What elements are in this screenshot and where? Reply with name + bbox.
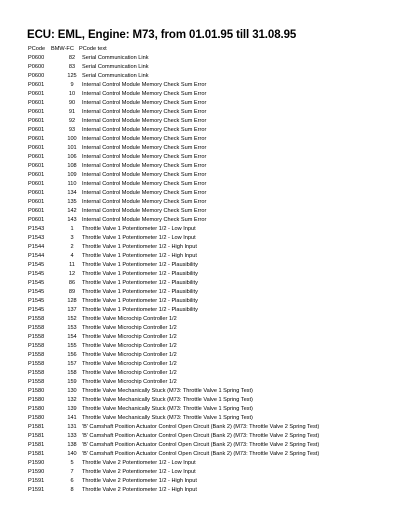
pcode-text-cell: Internal Control Module Memory Check Sum Error [82, 172, 207, 179]
bmw-fc-cell: 139 [67, 406, 77, 413]
pcode-cell: P1581 [28, 433, 45, 440]
bmw-fc-cell: 153 [67, 325, 77, 332]
pcode-cell: P1543 [28, 226, 45, 233]
bmw-fc-cell: 141 [67, 415, 77, 422]
pcode-cell: P0601 [28, 100, 45, 107]
pcode-cell: P1590 [28, 469, 45, 476]
pcode-text-cell: Throttle Valve 1 Potentiometer 1/2 - Plausibility [82, 271, 198, 278]
pcode-text-cell: 'B' Camshaft Position Actuator Control Open Circuit (Bank 2) (M73: Throttle Valve 2 Spring Test) [82, 442, 320, 449]
bmw-fc-cell: 134 [67, 190, 77, 197]
pcode-cell: P1558 [28, 352, 45, 359]
pcode-cell: P0601 [28, 91, 45, 98]
pcode-text-cell: Internal Control Module Memory Check Sum Error [82, 109, 207, 116]
pcode-cell: P0601 [28, 154, 45, 161]
pcode-text-cell: 'B' Camshaft Position Actuator Control Open Circuit (Bank 2) (M73: Throttle Valve 2 Spring Test) [82, 424, 320, 431]
pcode-cell: P0601 [28, 181, 45, 188]
bmw-fc-cell: 9 [70, 82, 74, 89]
bmw-fc-cell: 158 [67, 370, 77, 377]
bmw-fc-cell: 138 [67, 442, 77, 449]
pcode-text-cell: Throttle Valve Microchip Controller 1/2 [82, 361, 177, 368]
pcode-cell: P0601 [28, 136, 45, 143]
bmw-fc-cell: 10 [68, 91, 76, 98]
pcode-text-cell: Throttle Valve Mechanically Stuck (M73: Throttle Valve 1 Spring Test) [82, 406, 253, 413]
pcode-text-cell: Internal Control Module Memory Check Sum Error [82, 91, 207, 98]
pcode-cell: P0600 [28, 64, 45, 71]
pcode-text-cell: Internal Control Module Memory Check Sum Error [82, 127, 207, 134]
bmw-fc-cell: 157 [67, 361, 77, 368]
pcode-cell: P1558 [28, 325, 45, 332]
pcode-text-cell: Serial Communication Link [82, 64, 149, 71]
bmw-fc-cell: 159 [67, 379, 77, 386]
pcode-cell: P1581 [28, 424, 45, 431]
column-header-pcode-text: PCode text [79, 46, 107, 52]
pcode-cell: P1545 [28, 262, 45, 269]
pcode-text-cell: 'B' Camshaft Position Actuator Control Open Circuit (Bank 2) (M73: Throttle Valve 2 Spring Test) [82, 451, 320, 458]
bmw-fc-cell: 155 [67, 343, 77, 350]
pcode-cell: P1543 [28, 235, 45, 242]
pcode-text-cell: Serial Communication Link [82, 55, 149, 62]
pcode-text-cell: Throttle Valve 1 Potentiometer 1/2 - Low Input [82, 226, 196, 233]
pcode-text-cell: Throttle Valve Microchip Controller 1/2 [82, 334, 177, 341]
pcode-cell: P0601 [28, 127, 45, 134]
pcode-text-cell: Internal Control Module Memory Check Sum Error [82, 136, 207, 143]
bmw-fc-cell: 125 [67, 73, 77, 80]
bmw-fc-cell: 93 [68, 127, 76, 134]
pcode-text-cell: Throttle Valve Microchip Controller 1/2 [82, 370, 177, 377]
pcode-text-cell: Internal Control Module Memory Check Sum Error [82, 100, 207, 107]
pcode-cell: P0601 [28, 145, 45, 152]
pcode-cell: P1558 [28, 361, 45, 368]
bmw-fc-cell: 133 [67, 433, 77, 440]
pcode-text-cell: Throttle Valve Microchip Controller 1/2 [82, 325, 177, 332]
pcode-text-cell: Internal Control Module Memory Check Sum Error [82, 181, 207, 188]
pcode-text-cell: Throttle Valve 2 Potentiometer 1/2 - Low Input [82, 460, 196, 467]
pcode-cell: P0601 [28, 190, 45, 197]
bmw-fc-cell: 154 [67, 334, 77, 341]
pcode-cell: P1590 [28, 460, 45, 467]
pcode-text-cell: Throttle Valve 1 Potentiometer 1/2 - Low Input [82, 235, 196, 242]
bmw-fc-cell: 106 [67, 154, 77, 161]
bmw-fc-cell: 5 [70, 460, 74, 467]
pcode-text-cell: Throttle Valve 2 Potentiometer 1/2 - High Input [82, 487, 197, 494]
pcode-text-cell: Throttle Valve Microchip Controller 1/2 [82, 352, 177, 359]
pcode-text-cell: Internal Control Module Memory Check Sum Error [82, 199, 207, 206]
bmw-fc-cell: 1 [70, 226, 74, 233]
pcode-cell: P1558 [28, 316, 45, 323]
bmw-fc-cell: 152 [67, 316, 77, 323]
bmw-fc-cell: 8 [70, 487, 74, 494]
bmw-fc-cell: 91 [68, 109, 76, 116]
bmw-fc-cell: 156 [67, 352, 77, 359]
pcode-cell: P0601 [28, 208, 45, 215]
pcode-text-cell: Serial Communication Link [82, 73, 149, 80]
pcode-cell: P1580 [28, 388, 45, 395]
pcode-text-cell: Internal Control Module Memory Check Sum Error [82, 208, 207, 215]
pcode-cell: P0601 [28, 217, 45, 224]
bmw-fc-cell: 140 [67, 451, 77, 458]
pcode-text-cell: Throttle Valve 1 Potentiometer 1/2 - High Input [82, 244, 197, 251]
pcode-cell: P1558 [28, 343, 45, 350]
pcode-text-cell: Throttle Valve 1 Potentiometer 1/2 - High Input [82, 253, 197, 260]
bmw-fc-cell: 2 [70, 244, 74, 251]
pcode-text-cell: Internal Control Module Memory Check Sum Error [82, 118, 207, 125]
pcode-cell: P0601 [28, 109, 45, 116]
pcode-text-cell: 'B' Camshaft Position Actuator Control Open Circuit (Bank 2) (M73: Throttle Valve 2 Spring Test) [82, 433, 320, 440]
bmw-fc-cell: 143 [67, 217, 77, 224]
pcode-text-cell: Throttle Valve 2 Potentiometer 1/2 - High Input [82, 478, 197, 485]
bmw-fc-cell: 101 [67, 145, 77, 152]
bmw-fc-cell: 86 [68, 280, 76, 287]
bmw-fc-cell: 135 [67, 199, 77, 206]
pcode-cell: P1544 [28, 244, 45, 251]
pcode-text-cell: Throttle Valve Microchip Controller 1/2 [82, 343, 177, 350]
pcode-text-cell: Internal Control Module Memory Check Sum Error [82, 154, 207, 161]
bmw-fc-cell: 92 [68, 118, 76, 125]
bmw-fc-cell: 137 [67, 307, 77, 314]
bmw-fc-cell: 90 [68, 100, 76, 107]
column-header-bmw-fc: BMW-FC [51, 46, 74, 52]
pcode-text-cell: Throttle Valve 1 Potentiometer 1/2 - Plausibility [82, 262, 198, 269]
pcode-text-cell: Throttle Valve Mechanically Stuck (M73: Throttle Valve 1 Spring Test) [82, 415, 253, 422]
document-title: ECU: EML, Engine: M73, from 01.01.95 till 31.08.95 [27, 29, 297, 41]
pcode-cell: P1581 [28, 442, 45, 449]
bmw-fc-cell: 3 [70, 235, 74, 242]
pcode-text-cell: Throttle Valve Mechanically Stuck (M73: Throttle Valve 1 Spring Test) [82, 388, 253, 395]
pcode-cell: P1580 [28, 397, 45, 404]
pcode-cell: P0601 [28, 172, 45, 179]
pcode-cell: P1580 [28, 406, 45, 413]
pcode-cell: P1558 [28, 370, 45, 377]
pcode-text-cell: Internal Control Module Memory Check Sum Error [82, 145, 207, 152]
pcode-text-cell: Internal Control Module Memory Check Sum Error [82, 163, 207, 170]
pcode-text-cell: Internal Control Module Memory Check Sum Error [82, 190, 207, 197]
bmw-fc-cell: 7 [70, 469, 74, 476]
pcode-cell: P1545 [28, 307, 45, 314]
pcode-cell: P1545 [28, 271, 45, 278]
pcode-cell: P1545 [28, 289, 45, 296]
pcode-cell: P1558 [28, 379, 45, 386]
pcode-cell: P1558 [28, 334, 45, 341]
bmw-fc-cell: 4 [70, 253, 74, 260]
pcode-text-cell: Throttle Valve 1 Potentiometer 1/2 - Plausibility [82, 280, 198, 287]
bmw-fc-cell: 142 [67, 208, 77, 215]
bmw-fc-cell: 131 [67, 424, 77, 431]
pcode-text-cell: Throttle Valve 1 Potentiometer 1/2 - Plausibility [82, 307, 198, 314]
bmw-fc-cell: 130 [67, 388, 77, 395]
column-header-pcode: PCode [28, 46, 46, 52]
bmw-fc-cell: 89 [68, 289, 76, 296]
pcode-cell: P0601 [28, 199, 45, 206]
pcode-cell: P1591 [28, 478, 45, 485]
pcode-text-cell: Internal Control Module Memory Check Sum Error [82, 82, 207, 89]
bmw-fc-cell: 128 [67, 298, 77, 305]
bmw-fc-cell: 109 [67, 172, 77, 179]
bmw-fc-cell: 132 [67, 397, 77, 404]
bmw-fc-cell: 6 [70, 478, 74, 485]
pcode-cell: P1581 [28, 451, 45, 458]
bmw-fc-cell: 82 [68, 55, 76, 62]
pcode-cell: P1545 [28, 298, 45, 305]
bmw-fc-cell: 108 [67, 163, 77, 170]
pcode-text-cell: Throttle Valve 1 Potentiometer 1/2 - Plausibility [82, 289, 198, 296]
pcode-text-cell: Throttle Valve Microchip Controller 1/2 [82, 316, 177, 323]
pcode-cell: P0600 [28, 55, 45, 62]
pcode-cell: P1544 [28, 253, 45, 260]
pcode-text-cell: Throttle Valve 2 Potentiometer 1/2 - Low Input [82, 469, 196, 476]
bmw-fc-cell: 11 [69, 262, 75, 269]
pcode-cell: P0601 [28, 82, 45, 89]
pcode-cell: P0601 [28, 118, 45, 125]
pcode-text-cell: Throttle Valve 1 Potentiometer 1/2 - Plausibility [82, 298, 198, 305]
bmw-fc-cell: 110 [67, 181, 77, 188]
pcode-cell: P0601 [28, 163, 45, 170]
bmw-fc-cell: 83 [68, 64, 76, 71]
bmw-fc-cell: 100 [67, 136, 77, 143]
pcode-text-cell: Internal Control Module Memory Check Sum Error [82, 217, 207, 224]
pcode-text-cell: Throttle Valve Microchip Controller 1/2 [82, 379, 177, 386]
pcode-text-cell: Throttle Valve Mechanically Stuck (M73: Throttle Valve 1 Spring Test) [82, 397, 253, 404]
pcode-cell: P0600 [28, 73, 45, 80]
bmw-fc-cell: 12 [68, 271, 76, 278]
pcode-cell: P1580 [28, 415, 45, 422]
pcode-cell: P1591 [28, 487, 45, 494]
pcode-cell: P1545 [28, 280, 45, 287]
